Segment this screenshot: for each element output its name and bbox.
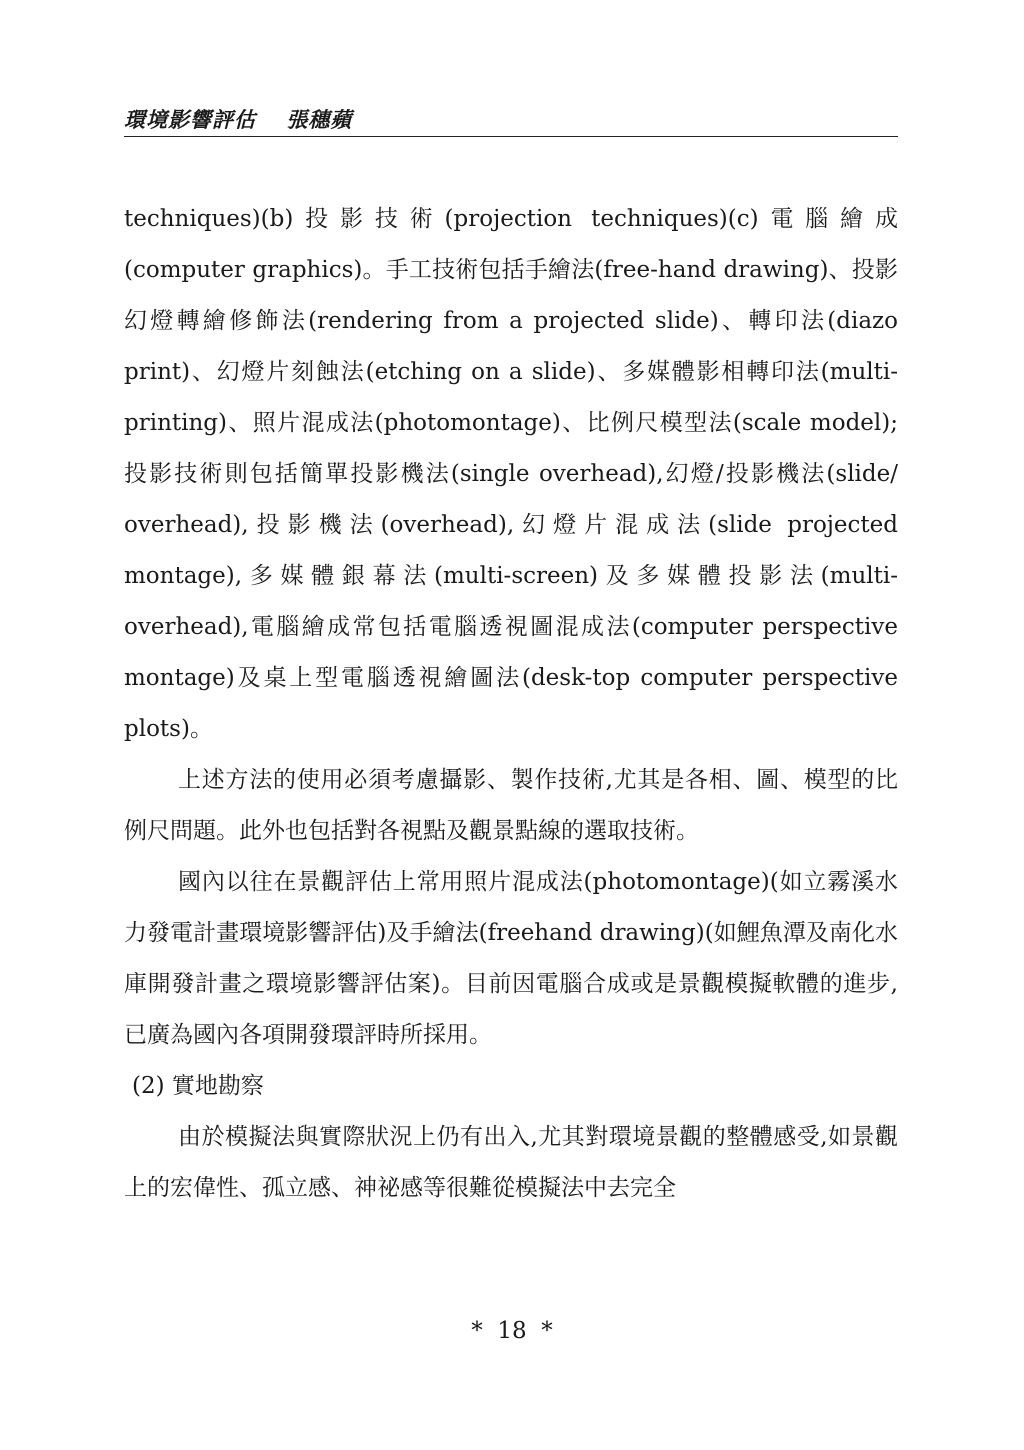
paragraph-considerations: 上述方法的使用必須考慮攝影、製作技術,尤其是各相、圖、模型的比例尺問題。此外也包括對各視點及觀景點線的選取技術。 [124,767,898,844]
paragraph-site-survey: 由於模擬法與實際狀況上仍有出入,尤其對環境景觀的整體感受,如景觀上的宏偉性、孤立感、神祕感等很難從模擬法中去完全 [124,1124,898,1201]
header-title: 環境影響評估 [124,108,256,132]
body-text [124,194,898,1214]
subheading-site-survey: (2) 實地勘察 [132,1073,264,1099]
header-author: 張穗蘋 [286,108,353,132]
paragraph-techniques: techniques)(b)投影技術(projection techniques)(c)電腦繪成(computer graphics)。手工技術包括手繪法(free-hand drawing)、投影幻燈轉繪修飾法(rendering from a projected slide)、轉印法(diazo print)、幻燈片刻蝕法(etching on a slide)、多媒體影相轉印法(multi- printing)、照片混成法(photomontage)、比例尺模型法(scale model);投影技術則包括簡單投影機法(single overhead),幻燈/投影機法(slide/ overhead),投影機法(overhead),幻燈片混成法(slide projected montage),多媒體銀幕法(multi-screen)及多媒體投影法(multi-overhead),電腦繪成常包括電腦透視圖混成法(computer perspective montage)及桌上型電腦透視繪圖法(desk-top computer perspective plots)。 [124,206,898,742]
header-rule [124,136,898,137]
paragraph-domestic-practice: 國內以往在景觀評估上常用照片混成法(photomontage)(如立霧溪水力發電計畫環境影響評估)及手繪法(freehand drawing)(如鯉魚潭及南化水庫開發計畫之環境影響評估案)。目前因電腦合成或是景觀模擬軟體的進步,已廣為國內各項開發環評時所採用。 [124,869,898,1048]
running-header [124,104,352,134]
page-number: * 18 * [471,1318,553,1344]
